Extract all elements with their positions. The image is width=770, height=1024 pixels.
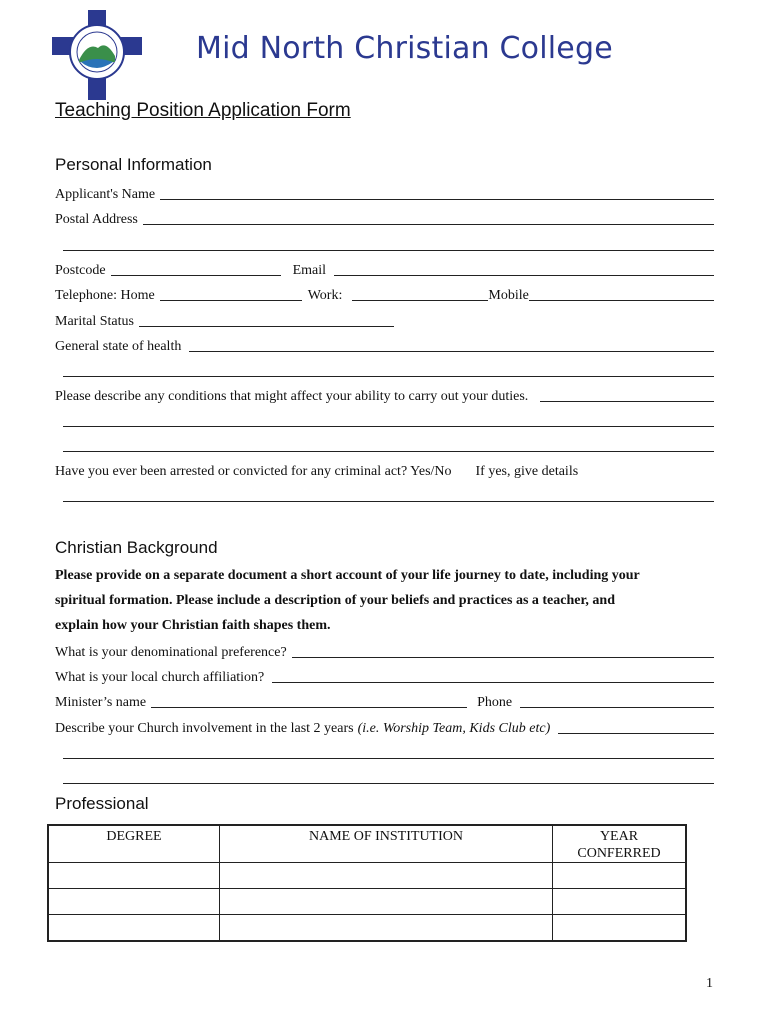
email-field[interactable] — [334, 261, 714, 276]
postcode-label: Postcode — [55, 263, 106, 278]
minister-label: Minister’s name — [55, 695, 147, 710]
table-row — [48, 889, 686, 915]
church-label: What is your local church affiliation? — [55, 670, 265, 685]
postcode-field[interactable] — [111, 261, 281, 276]
postal-address-field[interactable] — [143, 210, 714, 225]
degree-cell[interactable] — [48, 889, 220, 915]
conditions-field[interactable] — [540, 387, 714, 402]
christian-instructions-line1: Please provide on a separate document a short account of your life journey to date, including your — [55, 568, 640, 583]
degree-cell[interactable] — [48, 915, 220, 942]
col-year — [553, 825, 687, 863]
denomination-row — [55, 641, 714, 661]
health-row — [55, 335, 714, 355]
postal-address-label: Postal Address — [55, 212, 138, 227]
telephone-row — [55, 284, 714, 304]
email-label: Email — [292, 263, 326, 278]
college-name: Mid North Christian College — [196, 31, 613, 66]
christian-instructions-line3: explain how your Christian faith shapes them. — [55, 618, 331, 633]
phone-field[interactable] — [520, 693, 714, 708]
denomination-field[interactable] — [292, 643, 714, 658]
mobile-label: Mobile — [488, 288, 529, 303]
church-row — [55, 666, 714, 686]
arrested-details-field[interactable] — [63, 501, 714, 502]
professional-table — [47, 824, 687, 942]
table-header-row — [48, 825, 686, 863]
college-logo — [52, 10, 142, 100]
applicant-name-field[interactable] — [160, 185, 714, 200]
postal-address-row — [55, 208, 714, 228]
institution-cell[interactable] — [220, 915, 553, 942]
work-label: Work: — [307, 288, 343, 303]
year-cell[interactable] — [553, 863, 687, 889]
church-field[interactable] — [272, 668, 714, 683]
arrested-label: Have you ever been arrested or convicted for any criminal act? Yes/No — [55, 464, 452, 479]
involvement-example: (i.e. Worship Team, Kids Club etc) — [357, 721, 551, 736]
year-cell[interactable] — [553, 889, 687, 915]
marital-status-field[interactable] — [139, 312, 394, 327]
marital-status-label: Marital Status — [55, 314, 134, 329]
denomination-label: What is your denominational preference? — [55, 645, 287, 660]
telephone-home-field[interactable] — [160, 286, 302, 301]
postcode-email-row — [55, 259, 714, 279]
applicant-name-label: Applicant's Name — [55, 187, 156, 202]
mobile-field[interactable] — [529, 286, 714, 301]
page-number: 1 — [706, 976, 713, 991]
if-yes-label: If yes, give details — [475, 464, 579, 479]
col-institution: NAME OF INSTITUTION — [220, 825, 553, 863]
conditions-field-line3[interactable] — [63, 451, 714, 452]
table-row — [48, 915, 686, 942]
involvement-label: Describe your Church involvement in the last 2 years — [55, 721, 354, 736]
institution-cell[interactable] — [220, 863, 553, 889]
phone-label: Phone — [477, 695, 513, 710]
involvement-field-line3[interactable] — [63, 783, 714, 784]
form-title: Teaching Position Application Form — [55, 100, 351, 121]
involvement-field[interactable] — [558, 719, 714, 734]
year-cell[interactable] — [553, 915, 687, 942]
conditions-row — [55, 385, 714, 405]
institution-cell[interactable] — [220, 889, 553, 915]
conditions-field-line2[interactable] — [63, 426, 714, 427]
minister-field[interactable] — [151, 693, 467, 708]
section-professional-heading: Professional — [55, 794, 149, 813]
postal-address-field-line2[interactable] — [63, 250, 714, 251]
section-christian-heading: Christian Background — [55, 538, 218, 557]
involvement-row — [55, 717, 714, 737]
table-row — [48, 863, 686, 889]
work-field[interactable] — [352, 286, 488, 301]
health-label: General state of health — [55, 339, 182, 354]
health-field-line2[interactable] — [63, 376, 714, 377]
involvement-field-line2[interactable] — [63, 758, 714, 759]
col-degree: DEGREE — [48, 825, 220, 863]
degree-cell[interactable] — [48, 863, 220, 889]
marital-status-row — [55, 310, 714, 330]
conditions-label: Please describe any conditions that might affect your ability to carry out your duties. — [55, 389, 529, 404]
telephone-home-label: Telephone: Home — [55, 288, 155, 303]
arrested-row — [55, 460, 714, 480]
col-year-line1: YEAR — [599, 829, 639, 844]
applicant-name-row — [55, 183, 714, 203]
section-personal-heading: Personal Information — [55, 155, 212, 174]
health-field[interactable] — [189, 337, 714, 352]
christian-instructions-line2: spiritual formation. Please include a description of your beliefs and practices as a teacher, and — [55, 593, 615, 608]
col-year-line2: CONFERRED — [577, 846, 661, 861]
minister-row — [55, 691, 714, 711]
